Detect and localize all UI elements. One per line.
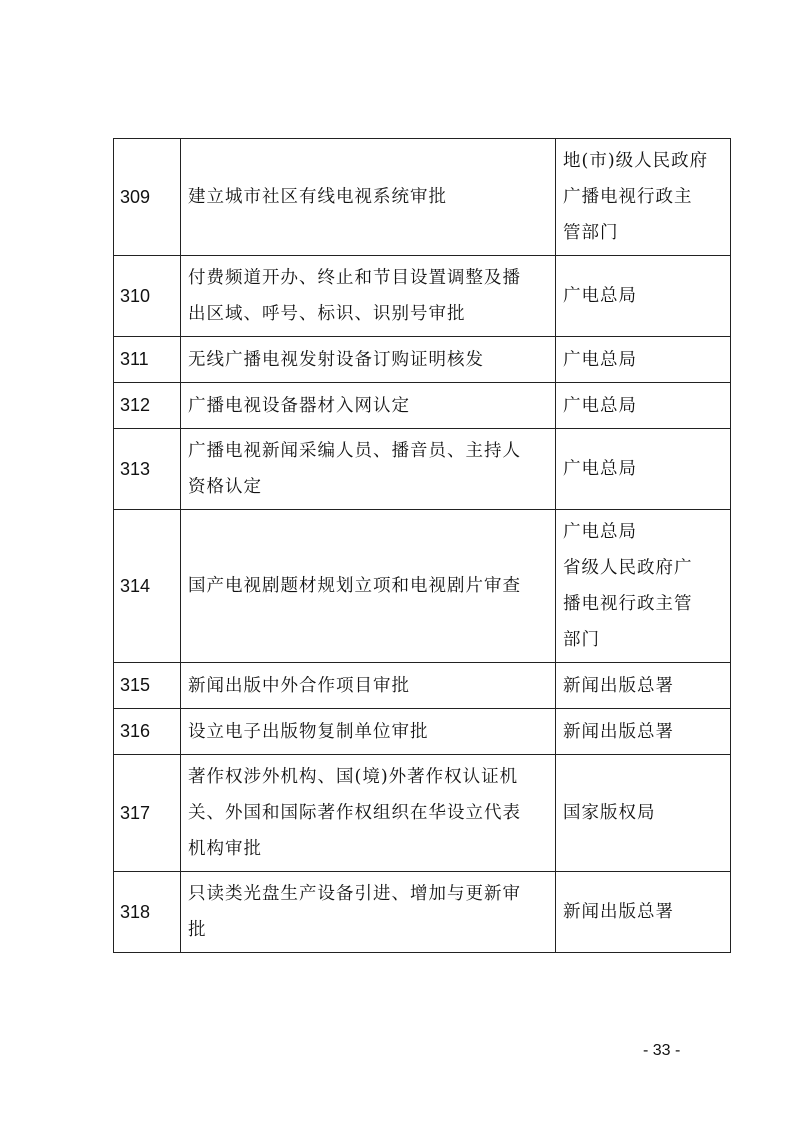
department: 新闻出版总署 <box>563 721 674 742</box>
department: 新闻出版总署 <box>563 902 674 922</box>
department: 广电总局 省级人民政府广 播电视行政主管 部门 <box>563 522 693 650</box>
item-number: 314 <box>120 575 151 596</box>
department-cell <box>556 429 731 510</box>
item-number: 309 <box>120 186 151 207</box>
item-name-cell <box>181 256 556 337</box>
department: 国家版权局 <box>563 803 656 823</box>
table-row <box>114 139 731 256</box>
item-name-cell <box>181 139 556 256</box>
item-number: 313 <box>120 458 151 479</box>
page-number: - 33 - <box>643 1042 681 1059</box>
item-name-cell <box>181 709 556 755</box>
item-number-cell <box>114 383 181 429</box>
item-name-cell <box>181 337 556 383</box>
department-cell <box>556 663 731 709</box>
department-cell <box>556 383 731 429</box>
item-name-cell <box>181 663 556 709</box>
item-number: 311 <box>120 349 149 369</box>
table-row <box>114 383 731 429</box>
table-row <box>114 429 731 510</box>
item-number-cell <box>114 709 181 755</box>
item-name: 无线广播电视发射设备订购证明核发 <box>188 349 484 370</box>
item-name: 新闻出版中外合作项目审批 <box>188 675 410 696</box>
department: 新闻出版总署 <box>563 675 674 696</box>
item-number-cell <box>114 872 181 953</box>
department: 广电总局 <box>563 459 637 479</box>
item-number: 318 <box>120 901 151 922</box>
item-number-cell <box>114 256 181 337</box>
item-name-cell <box>181 429 556 510</box>
department: 广电总局 <box>563 349 637 370</box>
item-name: 著作权涉外机构、国(境)外著作权认证机 关、外国和国际著作权组织在华设立代表 机构审批 <box>188 767 521 859</box>
item-name-cell <box>181 510 556 663</box>
table-row <box>114 872 731 953</box>
department-cell <box>556 872 731 953</box>
item-number-cell <box>114 429 181 510</box>
approval-items-table <box>113 138 731 953</box>
item-name: 建立城市社区有线电视系统审批 <box>188 187 447 207</box>
item-name: 设立电子出版物复制单位审批 <box>188 721 429 742</box>
item-name-cell <box>181 755 556 872</box>
table-row <box>114 663 731 709</box>
table-row <box>114 256 731 337</box>
department-cell <box>556 256 731 337</box>
item-number-cell <box>114 663 181 709</box>
item-number-cell <box>114 510 181 663</box>
item-number-cell <box>114 337 181 383</box>
table-row <box>114 755 731 872</box>
item-number-cell <box>114 755 181 872</box>
item-name-cell <box>181 383 556 429</box>
item-name-cell <box>181 872 556 953</box>
department-cell <box>556 139 731 256</box>
item-number: 315 <box>120 675 151 695</box>
item-number: 316 <box>120 721 151 741</box>
department-cell <box>556 337 731 383</box>
department: 地(市)级人民政府 广播电视行政主 管部门 <box>563 151 709 243</box>
table-row <box>114 510 731 663</box>
item-name: 国产电视剧题材规划立项和电视剧片审查 <box>188 576 521 596</box>
table-row <box>114 337 731 383</box>
item-number-cell <box>114 139 181 256</box>
item-name: 只读类光盘生产设备引进、增加与更新审 批 <box>188 884 521 940</box>
department-cell <box>556 709 731 755</box>
department-cell <box>556 510 731 663</box>
table-row <box>114 709 731 755</box>
department-cell <box>556 755 731 872</box>
item-number: 312 <box>120 395 151 415</box>
department: 广电总局 <box>563 395 637 416</box>
item-name: 广播电视设备器材入网认定 <box>188 395 410 416</box>
item-name: 广播电视新闻采编人员、播音员、主持人 资格认定 <box>188 441 521 497</box>
item-number: 317 <box>120 802 151 823</box>
item-number: 310 <box>120 285 151 306</box>
department: 广电总局 <box>563 286 637 306</box>
item-name: 付费频道开办、终止和节目设置调整及播 出区域、呼号、标识、识别号审批 <box>188 268 521 324</box>
